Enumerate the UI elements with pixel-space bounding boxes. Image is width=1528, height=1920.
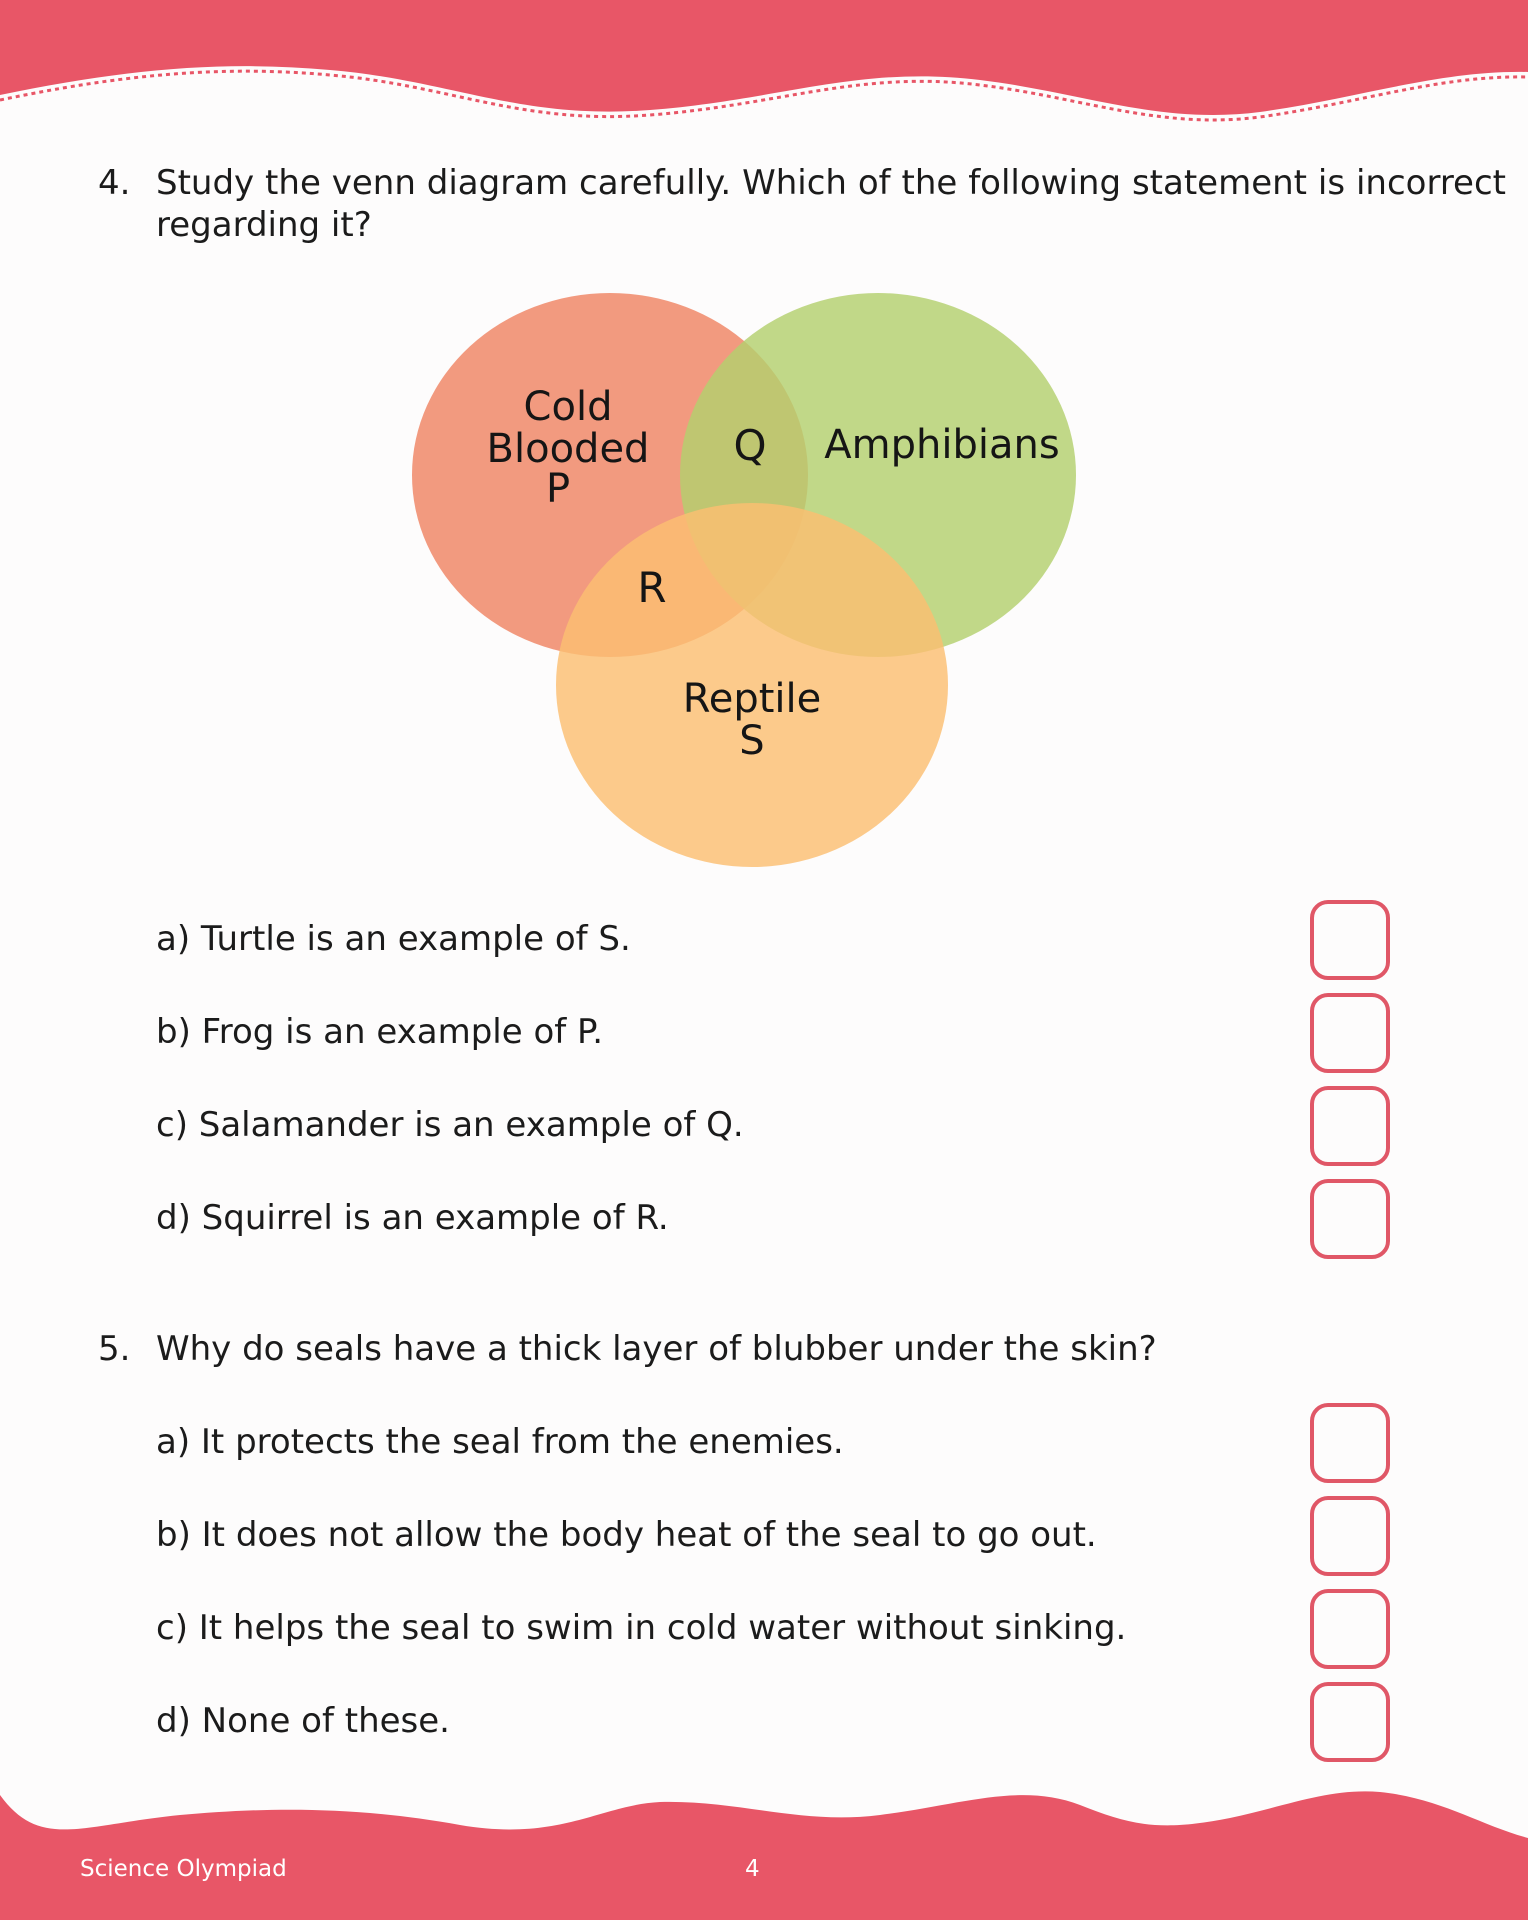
question-number: 5. [98,1329,131,1369]
header-wave-decoration [0,0,1528,140]
region-p-label: P [545,466,571,512]
q4-option-a: a) Turtle is an example of S. [156,919,631,959]
question-text: Study the venn diagram carefully. Which of the following statement is incorrect regarding it? [156,163,1506,245]
venn-diagram [400,280,1100,880]
page-number: 4 [745,1856,760,1882]
amphibians-label: Amphibians [824,422,1060,468]
question-text: Why do seals have a thick layer of blubber under the skin? [156,1329,1157,1369]
footer-wave-decoration [0,1770,1528,1920]
reptile-label: Reptile [682,676,822,722]
q4-answer-box-a[interactable] [1310,900,1390,980]
cold-label-line1: Cold [523,384,613,430]
q4-answer-box-b[interactable] [1310,993,1390,1073]
q5-option-b: b) It does not allow the body heat of the seal to go out. [156,1515,1097,1555]
q5-answer-box-c[interactable] [1310,1589,1390,1669]
cold-label-line2: Blooded [486,426,650,472]
q4-answer-box-c[interactable] [1310,1086,1390,1166]
q4-option-d: d) Squirrel is an example of R. [156,1198,669,1238]
q5-answer-box-b[interactable] [1310,1496,1390,1576]
question-number: 4. [98,163,131,203]
q5-option-d: d) None of these. [156,1701,450,1741]
region-q-label: Q [733,421,767,470]
q5-answer-box-a[interactable] [1310,1403,1390,1483]
q5-option-a: a) It protects the seal from the enemies. [156,1422,844,1462]
region-s-label: S [739,718,765,764]
q4-option-c: c) Salamander is an example of Q. [156,1105,744,1145]
q5-answer-box-d[interactable] [1310,1682,1390,1762]
q4-option-b: b) Frog is an example of P. [156,1012,604,1052]
q4-answer-box-d[interactable] [1310,1179,1390,1259]
region-r-label: R [637,563,667,612]
footer-title: Science Olympiad [80,1856,287,1882]
q5-option-c: c) It helps the seal to swim in cold water without sinking. [156,1608,1127,1648]
